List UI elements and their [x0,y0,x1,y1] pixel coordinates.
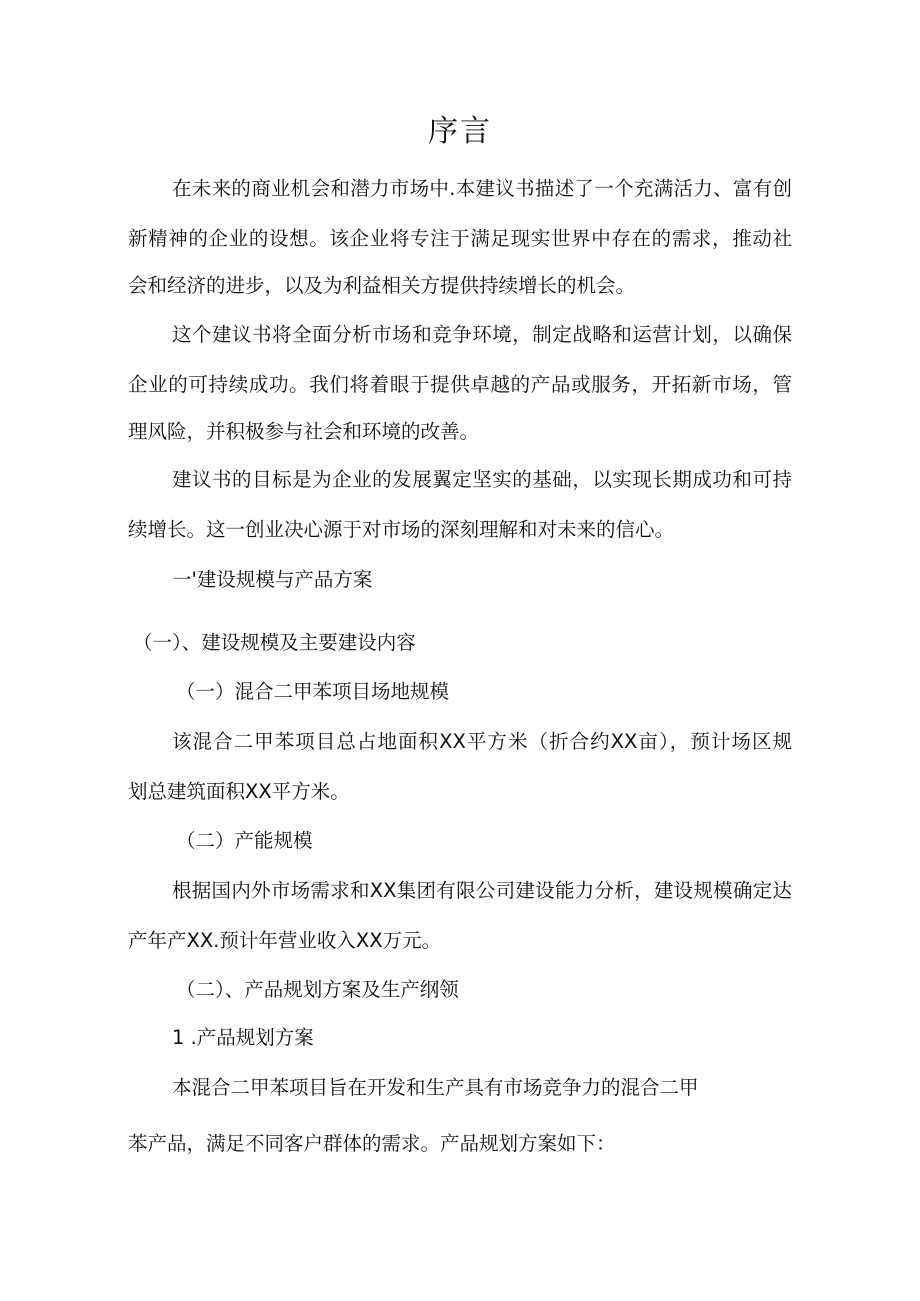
intro-paragraph-3-line-1: 建议书的目标是为企业的发展翼定坚实的基础，以实现长期成功和可持 [172,468,792,491]
item-heading-2: （二）产能规模 [176,829,313,852]
point-1-line-2: 苯产品，满足不同客户群体的需求。产品规划方案如下： [128,1132,616,1155]
item-1-line-1: 该混合二甲苯项目总占地面积XX平方米（折合约XX亩），预计场区规 [172,730,792,753]
item-1-line-2: 划总建筑面积XX平方米。 [128,780,350,803]
intro-paragraph-1-line-1: 在未来的商业机会和潜力市场中.本建议书描述了一个充满活力、富有创 [172,177,792,200]
section-heading: 一'建设规模与产品方案 [172,568,373,591]
intro-paragraph-1-line-3: 会和经济的进步，以及为利益相关方提供持续增长的机会。 [128,274,636,297]
item-heading-1: （一）混合二甲苯项目场地规模 [176,680,450,703]
intro-paragraph-2-line-3: 理风险，并积极参与社会和环境的改善。 [128,420,480,443]
intro-paragraph-1-line-2: 新精神的企业的设想。该企业将专注于满足现实世界中存在的需求，推动社 [128,227,792,250]
subsection-heading-1: （一）、建设规模及主要建设内容 [133,631,416,654]
item-2-line-1: 根据国内外市场需求和XX集团有限公司建设能力分析，建设规模确定达 [172,879,792,902]
intro-paragraph-2-line-1: 这个建议书将全面分析市场和竞争环境，制定战略和运营计划，以确保 [172,323,792,346]
intro-paragraph-3-line-2: 续增长。这一创业决心源于对市场的深刻理解和对未来的信心。 [128,518,675,541]
item-2-line-2: 产年产XX.预计年营业收入XX万元。 [128,929,442,952]
page-title: 序言 [428,114,492,149]
point-heading-1: 1 .产品规划方案 [172,1026,314,1049]
point-1-line-1: 本混合二甲苯项目旨在开发和生产具有市场竞争力的混合二甲 [172,1076,699,1099]
intro-paragraph-2-line-2: 企业的可持续成功。我们将着眼于提供卓越的产品或服务，开拓新市场，管 [128,373,792,396]
subsection-heading-2: （二）、产品规划方案及生产纲领 [176,978,459,1001]
